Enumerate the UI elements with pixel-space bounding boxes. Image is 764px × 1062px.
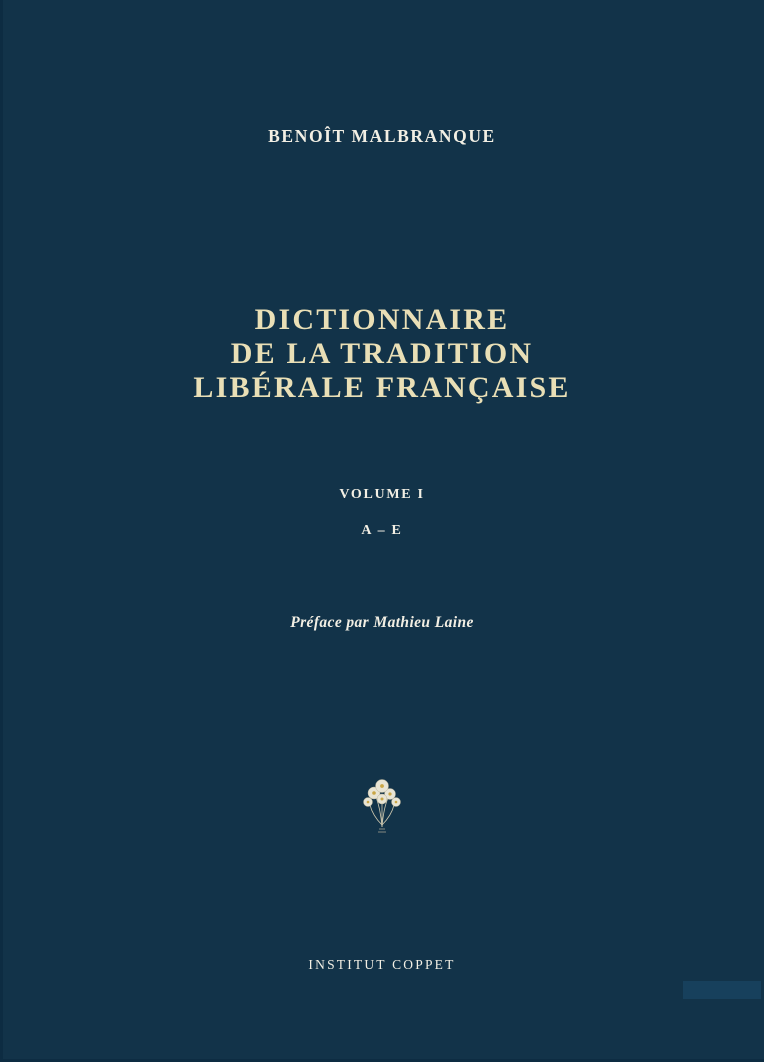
- flower-bouquet-ornament-icon: [352, 755, 412, 835]
- author-name: BENOÎT MALBRANQUE: [268, 126, 496, 146]
- title-line-3: LIBÉRALE FRANÇAISE: [193, 371, 571, 404]
- left-edge-shadow: [0, 0, 3, 1062]
- title-line-2: DE LA TRADITION: [230, 337, 534, 370]
- decorative-corner-block: [683, 981, 761, 999]
- volume-label: VOLUME I: [339, 487, 425, 502]
- preface-credit: Préface par Mathieu Laine: [290, 614, 474, 631]
- title-line-1: DICTIONNAIRE: [254, 303, 510, 336]
- letter-range-label: A – E: [361, 523, 403, 538]
- page-title: [0, 303, 764, 405]
- publisher-name: INSTITUT COPPET: [308, 957, 456, 972]
